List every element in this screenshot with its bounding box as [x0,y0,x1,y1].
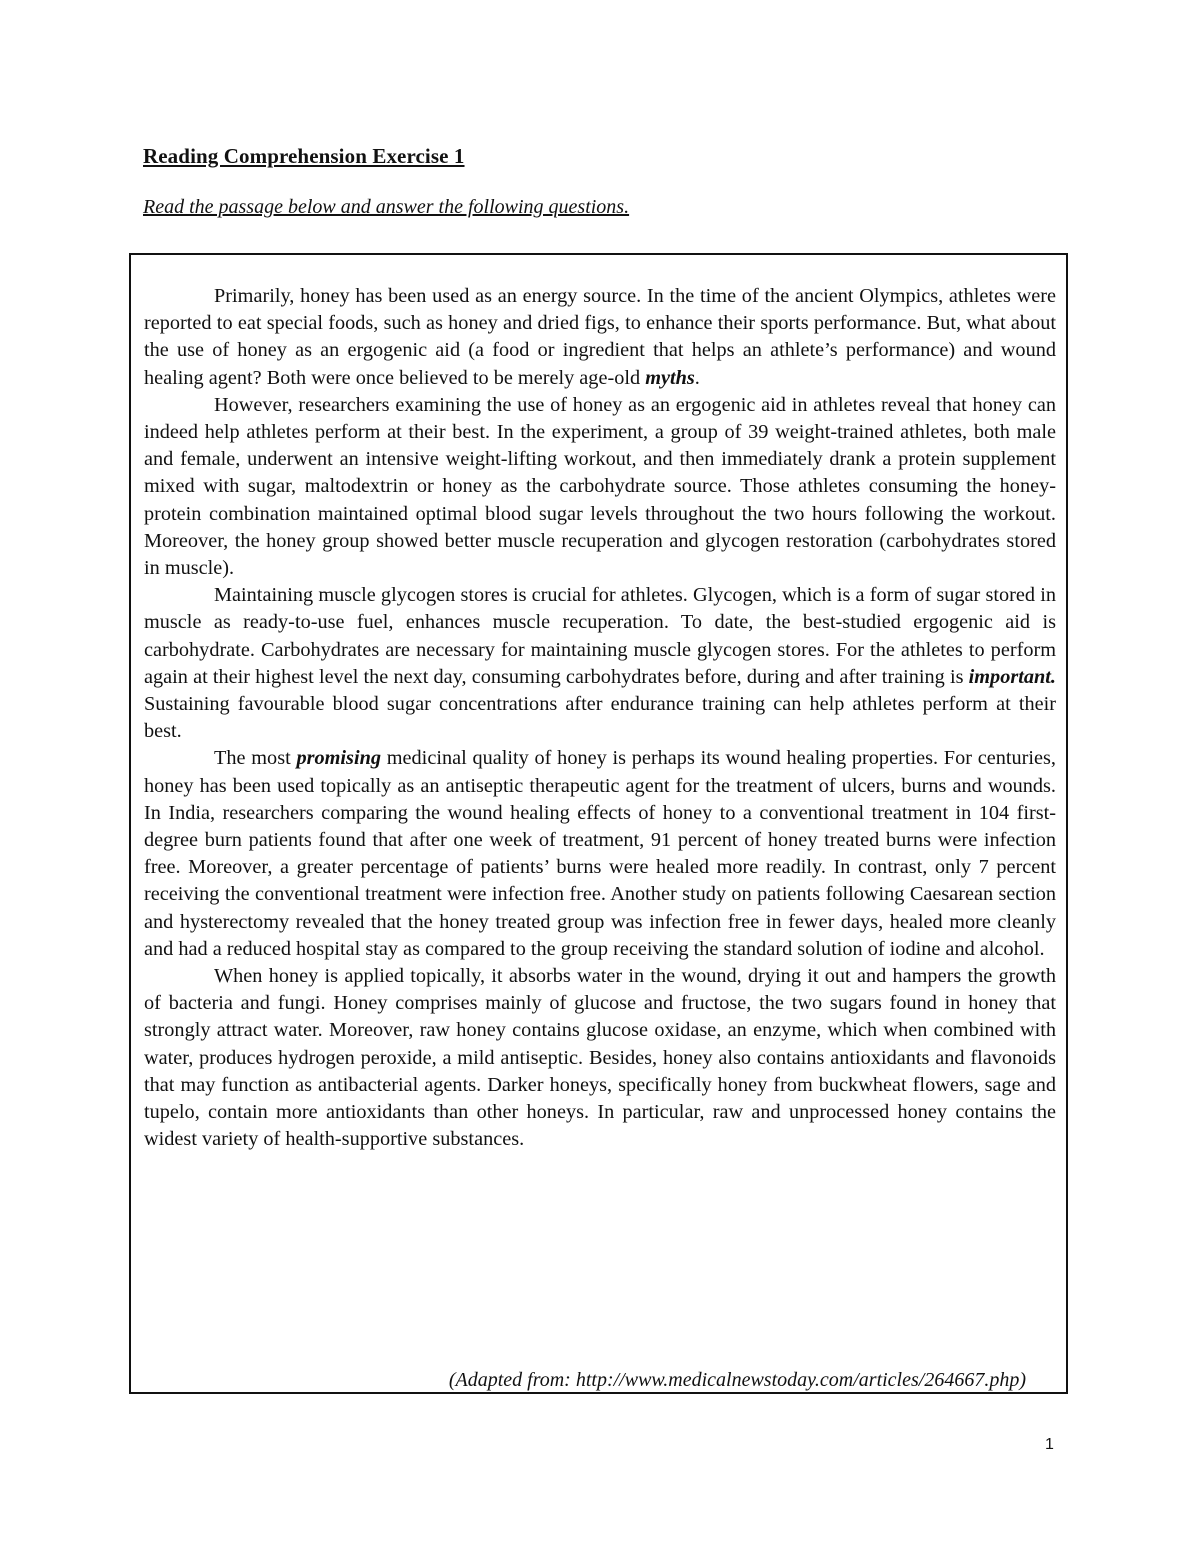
paragraph-2: However, researchers examining the use of honey as an ergogenic aid in athletes reveal that honey can indeed help athletes perform at their best. In the experiment, a group of 39 weight-trained athletes, both male and female, underwent an intensive weight-lifting workout, and then immediately drank a protein supplement mixed with sugar, maltodextrin or honey as the carbohydrate source. Those athletes consuming the honey-protein combination maintained optimal blood sugar levels throughout the two hours following the workout. Moreover, the honey group showed better muscle recuperation and glycogen restoration (carbohydrates stored in muscle). [144,393,1056,580]
emphasis-promising: promising [296,747,382,770]
emphasis-myths: myths [645,366,695,389]
exercise-title: Reading Comprehension Exercise 1 [143,144,465,168]
source-citation: (Adapted from: http://www.medicalnewstoday.com/articles/264667.php) [448,1369,1026,1391]
passage-text [144,283,1056,1154]
paragraph-4: The most promising medicinal quality of honey is perhaps its wound healing properties. For centuries, honey has been used topically as an antiseptic therapeutic agent for the treatment of ulcers, burns and wounds. In India, researchers comparing the wound healing effects of honey to a conventional treatment in 104 first-degree burn patients found that after one week of treatment, 91 percent of honey treated burns were infection free. Moreover, a greater percentage of patients’ burns were healed more readily. In contrast, only 7 percent receiving the conventional treatment were infection free. Another study on patients following Caesarean section and hysterectomy revealed that the honey treated group was infection free in fewer days, healed more cleanly and had a reduced hospital stay as compared to the group receiving the standard solution of iodine and alcohol. [144,747,1056,960]
page-number: 1 [1045,1436,1054,1453]
exercise-instruction: Read the passage below and answer the following questions. [143,196,630,218]
paragraph-3: Maintaining muscle glycogen stores is crucial for athletes. Glycogen, which is a form of sugar stored in muscle as ready-to-use fuel, enhances muscle recuperation. To date, the best-studied ergogenic aid is carbohydrate. Carbohydrates are necessary for maintaining muscle glycogen stores. For the athletes to perform again at their highest level the next day, consuming carbohydrates before, during and after training is important. Sustaining favourable blood sugar concentrations after endurance training can help athletes perform at their best. [144,584,1056,743]
emphasis-important: important. [968,665,1056,688]
paragraph-1: Primarily, honey has been used as an energy source. In the time of the ancient Olympics, athletes were reported to eat special foods, such as honey and dried figs, to enhance their sports performance. But, what about the use of honey as an ergogenic aid (a food or ingredient that helps an athlete’s performance) and wound healing agent? Both were once believed to be merely age-old myths. [144,285,1056,389]
passage-box [129,253,1068,1394]
paragraph-5: When honey is applied topically, it absorbs water in the wound, drying it out and hampers the growth of bacteria and fungi. Honey comprises mainly of glucose and fructose, the two sugars found in honey that strongly attract water. Moreover, raw honey contains glucose oxidase, an enzyme, which when combined with water, produces hydrogen peroxide, a mild antiseptic. Besides, honey also contains antioxidants and flavonoids that may function as antibacterial agents. Darker honeys, specifically honey from buckwheat flowers, sage and tupelo, contain more antioxidants than other honeys. In particular, raw and unprocessed honey contains the widest variety of health-supportive substances. [144,965,1056,1151]
